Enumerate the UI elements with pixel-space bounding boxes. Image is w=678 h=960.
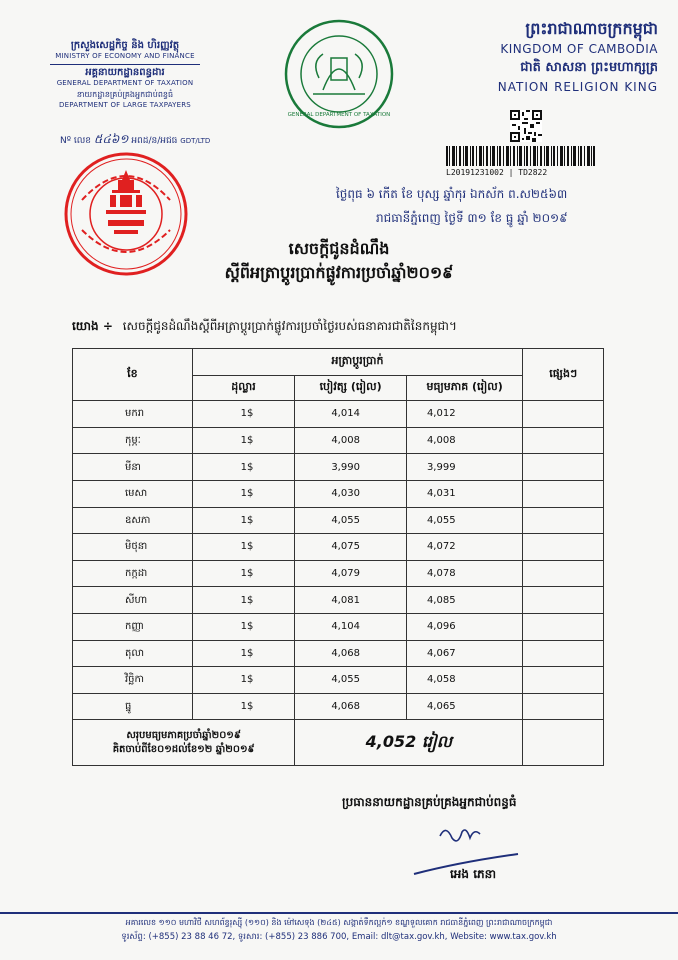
reference-number: [60, 131, 210, 149]
header-rate-group: អត្រាប្តូរប្រាក់: [192, 349, 523, 376]
cell-buy: 4,068: [295, 640, 407, 667]
ministry-header: [20, 40, 230, 111]
cell-currency: 1$: [192, 454, 295, 481]
department-name-en: GENERAL DEPARTMENT OF TAXATION: [56, 79, 194, 87]
cell-currency: 1$: [192, 507, 295, 534]
cell-buy: 4,068: [295, 693, 407, 720]
cell-mid: 4,055: [406, 507, 522, 534]
cell-month: ធ្នូ: [73, 693, 193, 720]
cell-buy: 4,014: [295, 401, 407, 428]
cell-buy: 4,055: [295, 667, 407, 694]
summary-label-line2: គិតចាប់ពីខែ០១ដល់ខែ១២ ឆ្នាំ២០១៩: [112, 743, 255, 755]
barcode-icon: [446, 146, 596, 166]
cell-note: [523, 560, 604, 587]
table-row: [73, 640, 604, 667]
cell-currency: 1$: [192, 401, 295, 428]
cell-month: មីនា: [73, 454, 193, 481]
cell-note: [523, 667, 604, 694]
cell-month: សីហា: [73, 587, 193, 614]
table-row: [73, 401, 604, 428]
sub-department-en: DEPARTMENT OF LARGE TAXPAYERS: [59, 101, 191, 109]
cell-buy: 4,055: [295, 507, 407, 534]
cell-mid: 4,008: [406, 427, 522, 454]
cell-mid: 4,065: [406, 693, 522, 720]
table-row: [73, 667, 604, 694]
department-name-km: អគ្គនាយកដ្ឋានពន្ធដារ: [85, 67, 165, 78]
cell-mid: 4,085: [406, 587, 522, 614]
summary-value: 4,052 រៀល: [295, 720, 523, 766]
cell-currency: 1$: [192, 480, 295, 507]
cell-mid: 4,012: [406, 401, 522, 428]
cell-buy: 4,075: [295, 534, 407, 561]
summary-label: [73, 720, 295, 766]
cell-note: [523, 480, 604, 507]
header-mid: មធ្យមភាគ (រៀល): [406, 375, 522, 401]
table-row: [73, 480, 604, 507]
cell-month: តុលា: [73, 640, 193, 667]
kingdom-header: [448, 18, 658, 96]
cell-month: កញ្ញា: [73, 613, 193, 640]
summary-label-line1: សរុបមធ្យមភាគប្រចាំឆ្នាំ២០១៩: [126, 729, 241, 741]
table-row: [73, 427, 604, 454]
exchange-rate-table: [72, 348, 604, 766]
ref-suffix: អពដ/ន/អជធ: [131, 136, 178, 146]
summary-note: [523, 720, 604, 766]
ministry-name-en: MINISTRY OF ECONOMY AND FINANCE: [55, 52, 195, 60]
cell-buy: 4,030: [295, 480, 407, 507]
reference-line: [72, 318, 457, 336]
cell-month: មករា: [73, 401, 193, 428]
footer-contact: ទូរស័ព្ទ: (+855) 23 88 46 72, ទូរសារ: (+855) 23 886 700, Email: dlt@tax.gov.kh, Website: www.tax.gov.kh: [121, 932, 557, 942]
seal-text: GENERAL DEPARTMENT OF TAXATION: [287, 112, 391, 118]
cell-note: [523, 693, 604, 720]
cell-note: [523, 640, 604, 667]
qr-code-icon: [510, 110, 542, 142]
cell-mid: 4,067: [406, 640, 522, 667]
cell-buy: 4,104: [295, 613, 407, 640]
gdt-seal-icon: [283, 18, 395, 130]
cell-note: [523, 613, 604, 640]
motto-en: NATION RELIGION KING: [497, 80, 658, 94]
issue-date: រាជធានីភ្នំពេញ ថ្ងៃទី ៣១ ខែ ធ្នូ ឆ្នាំ ២០១៩: [376, 211, 568, 225]
cell-currency: 1$: [192, 560, 295, 587]
ref-en-suffix: GDT/LTD: [180, 137, 211, 145]
cell-note: [523, 534, 604, 561]
cell-currency: 1$: [192, 534, 295, 561]
cell-note: [523, 454, 604, 481]
reference-text: សេចក្តីជូនដំណឹងស្តីពីអត្រាប្តូរប្រាក់ផ្លូវការប្រចាំថ្ងៃរបស់ធនាគារជាតិនៃកម្ពុជា។: [122, 319, 457, 333]
document-title: សេចក្តីជូនដំណឹង: [288, 239, 390, 258]
ref-prefix: លេខ: [73, 136, 91, 146]
kingdom-en: KINGDOM OF CAMBODIA: [500, 42, 658, 56]
cell-mid: 4,096: [406, 613, 522, 640]
cell-mid: 4,078: [406, 560, 522, 587]
table-row: [73, 507, 604, 534]
ministry-name-km: ក្រសួងសេដ្ឋកិច្ច និង ហិរញ្ញវត្ថុ: [70, 40, 180, 51]
lunar-date: ថ្ងៃពុធ ៦ កើត ខែ បុស្ស ឆ្នាំកុរ ឯកស័ក ព.ស២៥៦៣: [336, 187, 568, 201]
header-currency: ដុល្លារ: [192, 375, 295, 401]
cell-mid: 4,072: [406, 534, 522, 561]
header-month: ខែ: [73, 349, 193, 401]
table-row: [73, 560, 604, 587]
table-row: [73, 534, 604, 561]
cell-buy: 4,008: [295, 427, 407, 454]
ref-number: ៥៤៦១: [93, 132, 129, 146]
barcode-number: L20191231002 | TD2822: [446, 168, 548, 177]
cell-note: [523, 507, 604, 534]
cell-mid: 4,031: [406, 480, 522, 507]
cell-month: កុម្ភៈ: [73, 427, 193, 454]
table-row: [73, 693, 604, 720]
cell-note: [523, 401, 604, 428]
cell-buy: 4,079: [295, 560, 407, 587]
cell-currency: 1$: [192, 587, 295, 614]
table-row: [73, 587, 604, 614]
divider: [50, 64, 200, 65]
ref-en-prefix: Nº: [60, 136, 71, 146]
cell-month: មេសា: [73, 480, 193, 507]
cell-month: មិថុនា: [73, 534, 193, 561]
cell-currency: 1$: [192, 640, 295, 667]
cell-currency: 1$: [192, 613, 295, 640]
signer-name: អេង ភេនា: [450, 867, 497, 881]
cell-mid: 3,999: [406, 454, 522, 481]
cell-month: វិច្ឆិកា: [73, 667, 193, 694]
cell-currency: 1$: [192, 427, 295, 454]
cell-buy: 4,081: [295, 587, 407, 614]
sub-department-km: នាយកដ្ឋានគ្រប់គ្រងអ្នកជាប់ពន្ធធំ: [76, 90, 174, 99]
cell-month: ឧសភា: [73, 507, 193, 534]
document-subtitle: ស្តីពីអត្រាប្តូរប្រាក់ផ្លូវការប្រចាំឆ្នាំ២០១៩: [224, 263, 454, 282]
reference-label: យោង ÷: [72, 319, 113, 333]
cell-note: [523, 427, 604, 454]
signer-title: ប្រធាននាយកដ្ឋានគ្រប់គ្រងអ្នកជាប់ពន្ធធំ: [342, 795, 517, 809]
header-note: ផ្សេងៗ: [523, 349, 604, 401]
footer-address: អគារលេខ ១១០ មហាវិថី សហព័ន្ធរុស្ស៊ី (១១០) និង ម៉ៅសេទុង (២៤៥) សង្កាត់ទឹកល្អក់១ ខណ្ឌទួលគោក រាជធានីភ្នំពេញ ព្រះរាជាណាចក្រកម្ពុជា: [125, 918, 553, 927]
cell-currency: 1$: [192, 693, 295, 720]
table-row: [73, 613, 604, 640]
motto-km: ជាតិ សាសនា ព្រះមហាក្សត្រ: [520, 60, 658, 75]
cell-buy: 3,990: [295, 454, 407, 481]
cell-month: កក្កដា: [73, 560, 193, 587]
cell-mid: 4,058: [406, 667, 522, 694]
cell-currency: 1$: [192, 667, 295, 694]
footer-divider: [0, 912, 678, 914]
kingdom-km: ព្រះរាជាណាចក្រកម្ពុជា: [525, 19, 658, 38]
table-row: [73, 454, 604, 481]
header-buy: បៀវត្ស (រៀល): [295, 375, 407, 401]
cell-note: [523, 587, 604, 614]
